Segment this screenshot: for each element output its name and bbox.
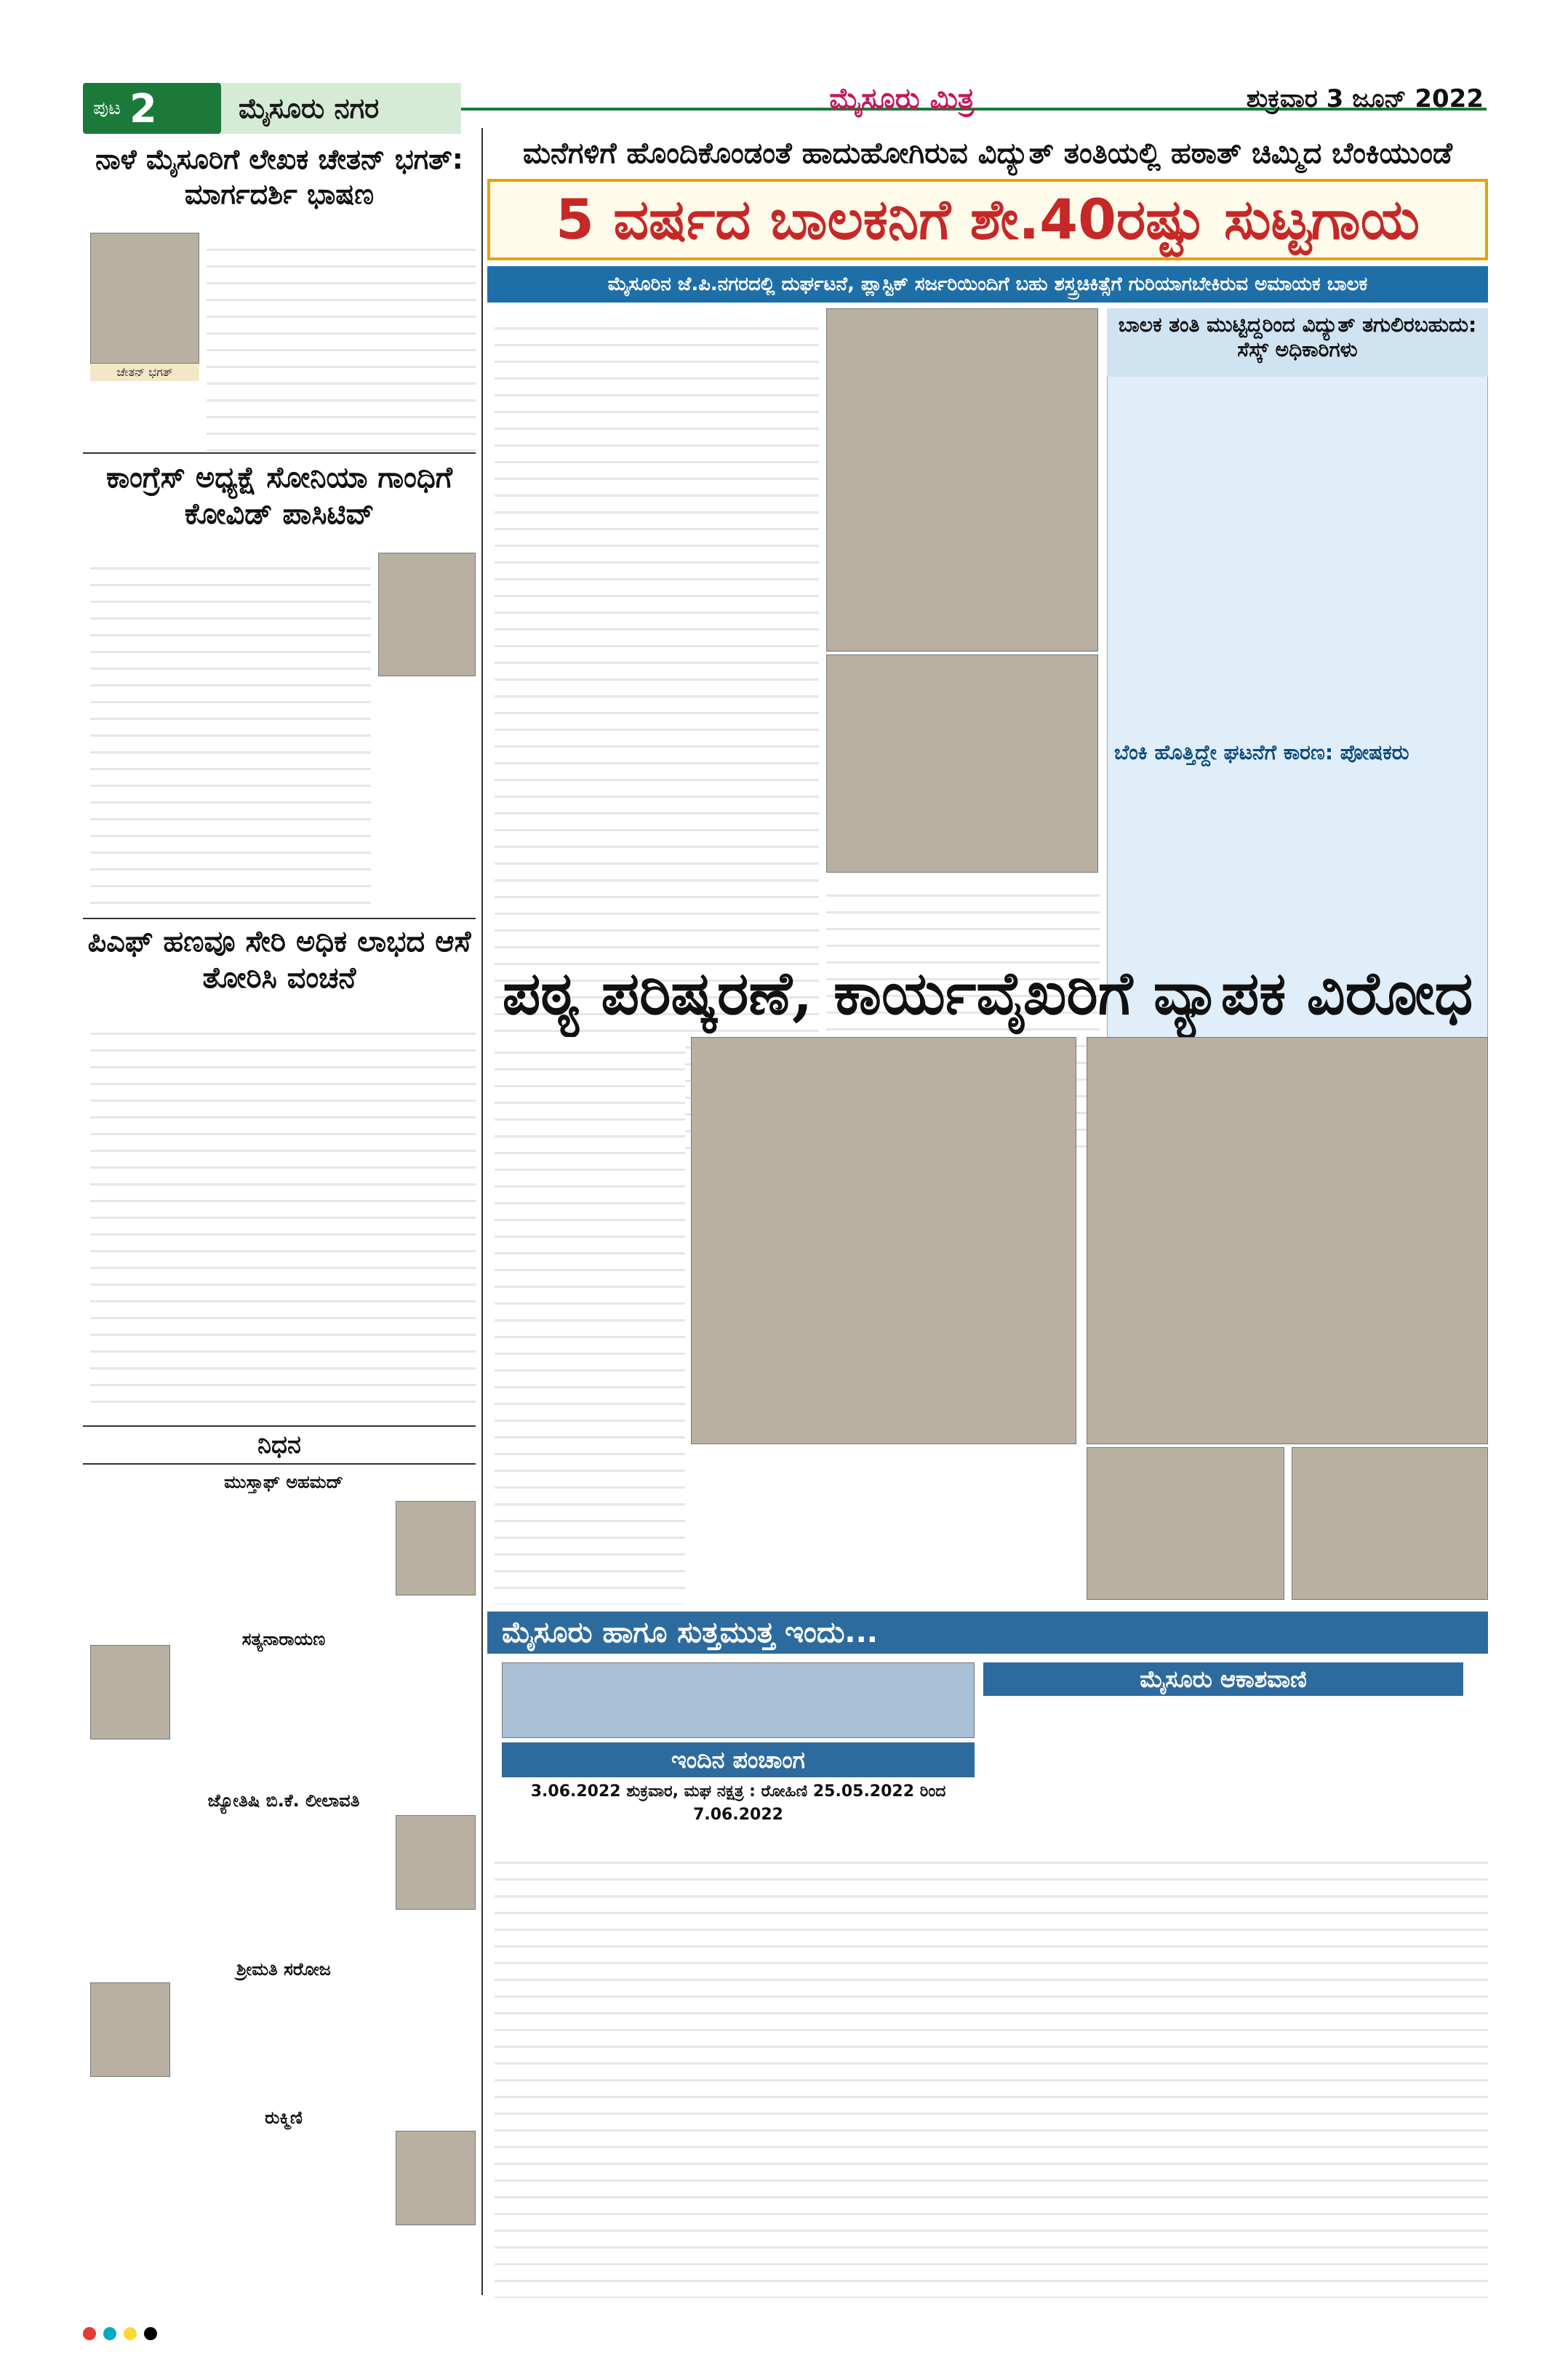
obituary-photo — [396, 1815, 476, 1910]
obituary-name: ಸತ್ಯನಾರಾಯಣ — [241, 1629, 326, 1649]
site-photo — [826, 654, 1098, 873]
story-body-placeholder — [207, 234, 476, 452]
divider — [83, 452, 476, 454]
sidebar-heading: ಬೆಂಕಿ ಹೊತ್ತಿದ್ದೇ ಘಟನೆಗೆ ಕಾರಣ: ಪೋಷಕರು — [1114, 740, 1409, 764]
obituary-name: ಜ್ಯೋತಿಷಿ ಬಿ.ಕೆ. ಲೀಲಾವತಿ — [207, 1790, 360, 1811]
today-events-banner: ಮೈಸೂರು ಹಾಗೂ ಸುತ್ತಮುತ್ತ ಇಂದು... — [487, 1612, 1488, 1654]
page-number-badge — [83, 83, 221, 134]
chetan-bhagat-photo — [90, 233, 199, 364]
story-headline-pf-fraud: ಪಿಎಫ್ ಹಣವೂ ಸೇರಿ ಅಧಿಕ ಲಾಭದ ಆಸೆ ತೋರಿಸಿ ವಂಚನೆ — [87, 925, 471, 995]
main-story-headline: 5 ವರ್ಷದ ಬಾಲಕನಿಗೆ ಶೇ.40ರಷ್ಟು ಸುಟ್ಟಗಾಯ — [487, 179, 1488, 260]
main-story-kicker: ಮನೆಗಳಿಗೆ ಹೊಂದಿಕೊಂಡಂತೆ ಹಾದುಹೋಗಿರುವ ವಿದ್ಯುತ್ ತಂತಿಯಲ್ಲಿ ಹಠಾತ್ ಚಿಮ್ಮಿದ ಬೆಂಕಿಯುಂಡೆ — [523, 137, 1452, 170]
divider — [83, 918, 476, 919]
page-number: 2 — [129, 85, 157, 132]
panchanga-title: ಇಂದಿನ ಪಂಚಾಂಗ — [502, 1742, 975, 1777]
story-body-placeholder — [495, 313, 819, 1156]
obituary-name: ಶ್ರೀಮತಿ ಸರೋಜ — [236, 1959, 331, 1979]
mysore-palace-photo — [502, 1662, 975, 1738]
radio-title: ಮೈಸೂರು ಆಕಾಶವಾಣಿ — [983, 1662, 1463, 1696]
issue-date: ಶುಕ್ರವಾರ 3 ಜೂನ್ 2022 — [1246, 84, 1484, 113]
registration-dot — [124, 2327, 137, 2340]
middle-story-headline: ಪಠ್ಯ ಪರಿಷ್ಕರಣೆ, ಕಾರ್ಯವೈಖರಿಗೆ ವ್ಯಾಪಕ ವಿರೋಧ — [502, 958, 1473, 1028]
sonia-gandhi-photo — [378, 553, 476, 676]
protest-photo — [1292, 1447, 1488, 1600]
column-divider — [481, 128, 483, 2295]
photo-caption: ಚೇತನ್ ಭಗತ್ — [90, 364, 199, 381]
obituary-photo — [90, 1645, 170, 1740]
registration-dot — [144, 2327, 157, 2340]
obituary-name: ಮುಸ್ತಾಫ್ ಅಹಮದ್ — [224, 1472, 343, 1492]
events-listing-placeholder — [495, 1847, 1488, 2298]
registration-dot — [103, 2327, 116, 2340]
registration-dot — [83, 2327, 96, 2340]
story-headline-chetan-bhagat: ನಾಳೆ ಮೈಸೂರಿಗೆ ಲೇಖಕ ಚೇತನ್ ಭಗತ್: ಮಾರ್ಗದರ್ಶಿ ಭಾಷಣ — [95, 143, 463, 210]
story-headline-sonia-gandhi: ಕಾಂಗ್ರೆಸ್ ಅಧ್ಯಕ್ಷೆ ಸೋನಿಯಾ ಗಾಂಧಿಗೆ ಕೋವಿಡ್ ಪಾಸಿಟಿವ್ — [106, 461, 452, 531]
protest-photo — [691, 1037, 1076, 1444]
obituary-name: ರುಕ್ಮಿಣಿ — [265, 2107, 303, 2128]
obituary-photo — [90, 1982, 170, 2077]
story-body-placeholder — [495, 1037, 685, 1604]
main-story-subheadline: ಮೈಸೂರಿನ ಜೆ.ಪಿ.ನಗರದಲ್ಲಿ ದುರ್ಘಟನೆ, ಪ್ಲಾಸ್ಟಿಕ್ ಸರ್ಜರಿಯಿಂದಿಗೆ ಬಹು ಶಸ್ತ್ರಚಿಕಿತ್ಸೆಗೆ ಗುರಿಯಾಗಬೇಕಿರುವ ಅಮಾಯಕ ಬಾಲಕ — [487, 266, 1488, 303]
panchanga-dates: 3.06.2022 ಶುಕ್ರವಾರ, ಮಘ ನಕ್ಷತ್ರ : ರೋಹಿಣಿ 25.05.2022 ರಿಂದ 7.06.2022 — [530, 1782, 946, 1824]
story-body-placeholder — [90, 1018, 476, 1411]
registration-dots — [83, 2327, 157, 2340]
section-title: ಮೈಸೂರು ನಗರ — [221, 83, 461, 134]
child-photo — [826, 308, 1098, 652]
protest-photo — [1087, 1447, 1284, 1600]
story-body-placeholder — [90, 553, 371, 909]
obituary-photo — [396, 1501, 476, 1596]
protest-photo — [1087, 1037, 1488, 1444]
obituary-photo — [396, 2131, 476, 2225]
page-label: ಪುಟ — [93, 97, 121, 119]
obituary-section-title: ನಿಧನ — [83, 1425, 476, 1465]
masthead: ಮೈಸೂರು ಮಿತ್ರ — [829, 81, 975, 116]
sidebar-heading: ಬಾಲಕ ತಂತಿ ಮುಟ್ಟಿದ್ದರಿಂದ ವಿದ್ಯುತ್ ತಗುಲಿರಬಹುದು: ಸೆಸ್ಕ್ ಅಧಿಕಾರಿಗಳು — [1107, 308, 1488, 377]
